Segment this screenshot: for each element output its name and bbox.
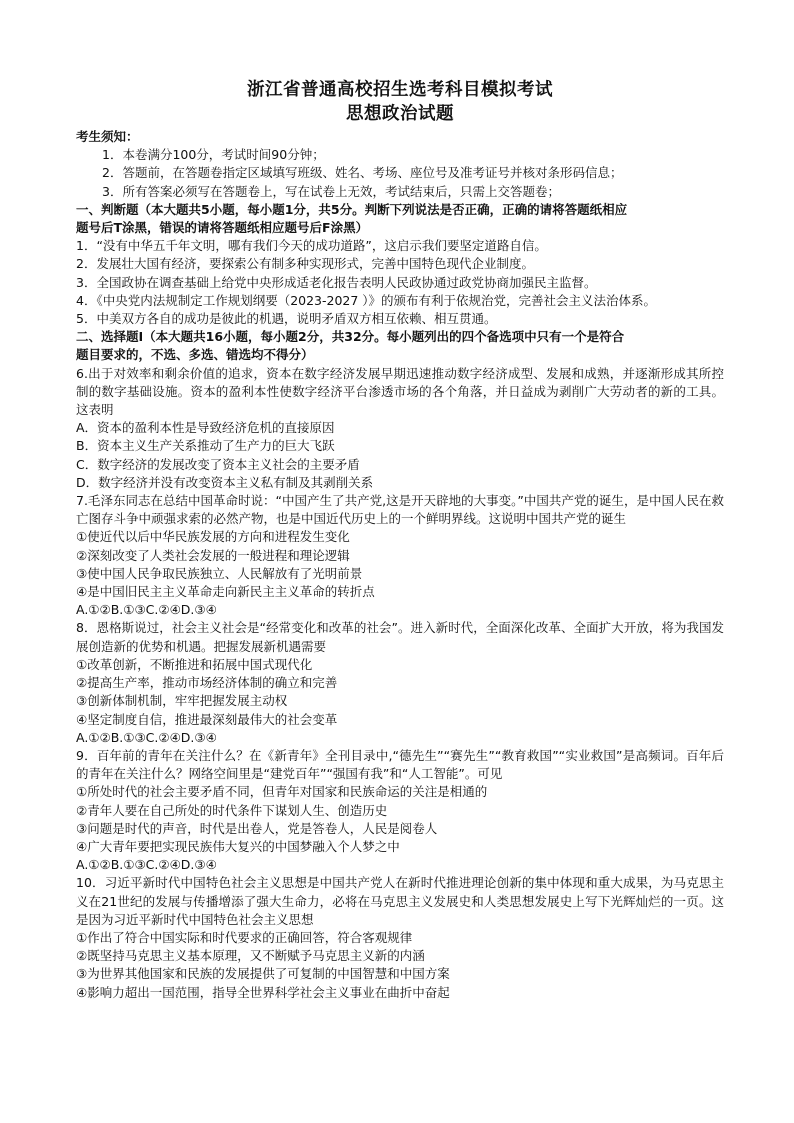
q7-item: ③使中国人民争取民族独立、人民解放有了光明前景: [76, 565, 363, 581]
judge-item-2: 2．发展壮大国有经济，要探索公有制多种实现形式，完善中国特色现代企业制度。: [76, 256, 534, 272]
q8-item: ③创新体制机制，牢牢把握发展主动权: [76, 693, 288, 709]
q9-answers: A.①②B.①③C.②④D.③④: [76, 857, 217, 873]
q7-item: ④是中国旧民主主义革命走向新民主主义革命的转折点: [76, 584, 375, 600]
q6-option-c: C．数字经济的发展改变了资本主义社会的主要矛盾: [76, 456, 360, 472]
notice-heading: 考生须知：: [76, 129, 139, 144]
q10-item: ②既坚持马克思主义基本原理，又不断赋予马克思主义新的内涵: [76, 948, 425, 964]
q10-item: ①作出了符合中国实际和时代要求的正确回答，符合客观规律: [76, 929, 413, 945]
question-6-stem: 6.出于对效率和剩余价值的追求，资本在数字经济发展早期迅速推动数字经济成型、发展和成熟，并逐渐形成其所控制的数字基础设施。资本的盈利本性使数字经济平台渗透市场的各个角落，并日益成为剥削广大劳动者的新的工具。这表明: [76, 365, 724, 418]
exam-subtitle: 思想政治试题: [346, 104, 454, 124]
q9-item: ①所处时代的社会主要矛盾不同，但青年对国家和民族命运的关注是相通的: [76, 784, 488, 800]
q8-item: ④坚定制度自信，推进最深刻最伟大的社会变革: [76, 711, 338, 727]
q10-item: ③为世界其他国家和民族的发展提供了可复制的中国智慧和中国方案: [76, 966, 450, 982]
judge-item-3: 3．全国政协在调查基础上给党中央形成适老化报告表明人民政协通过政党协商加强民主监督。: [76, 274, 597, 290]
q7-item: ①使近代以后中华民族发展的方向和进程发生变化: [76, 529, 350, 545]
q8-item: ①改革创新，不断推进和拓展中国式现代化: [76, 656, 313, 672]
section1-heading-cont: 题号后T涂黑，错误的请将答题纸相应题号后F涂黑）: [76, 220, 369, 236]
q8-answers: A.①②B.①③C.②④D.③④: [76, 729, 217, 745]
q7-answers: A.①②B.①③C.②④D.③④: [76, 602, 217, 618]
notice-item: 3．所有答案必须写在答题卷上，写在试卷上无效，考试结束后，只需上交答题卷；: [102, 183, 560, 199]
section2-heading: 二、选择题Ⅰ（本大题共16小题，每小题2分，共32分。每小题列出的四个备选项中只有一个是符合: [76, 329, 625, 345]
question-10-stem: 10．习近平新时代中国特色社会主义思想是中国共产党人在新时代推进理论创新的集中体现和重大成果，为马克思主义在21世纪的发展与传播增添了强大生命力，必将在马克思主义发展史和人类思想发展史上写下光辉灿烂的一页。这是因为习近平新时代中国特色社会主义思想: [76, 875, 724, 927]
section2-heading-cont: 题目要求的，不选、多选、错选均不得分）: [76, 347, 314, 363]
q8-item: ②提高生产率，推动市场经济体制的确立和完善: [76, 675, 338, 691]
q9-item: ②青年人要在自己所处的时代条件下谋划人生、创造历史: [76, 802, 388, 818]
notice-item: 2．答题前，在答题卷指定区域填写班级、姓名、考场、座位号及准考证号并核对条形码信息；: [102, 165, 623, 181]
notice-item: 1．本卷满分100分，考试时间90分钟；: [102, 147, 325, 163]
judge-item-5: 5．中美双方各自的成功是彼此的机遇，说明矛盾双方相互依赖、相互贯通。: [76, 311, 497, 327]
judge-item-4: 4．《中央党内法规制定工作规划纲要（2023-2027 ）》的颁布有利于依规治党，完善社会主义法治体系。: [76, 292, 657, 308]
q6-option-d: D．数字经济并没有改变资本主义私有制及其剥削关系: [76, 474, 374, 490]
q6-option-a: A．资本的盈利本性是导致经济危机的直接原因: [76, 420, 335, 436]
question-9-stem: 9．百年前的青年在关注什么？在《新青年》全刊目录中,“德先生”“赛先生”“教育救国”“实业救国”是高频词。百年后的青年在关注什么？网络空间里是“建党百年”“强国有我”和“人工智能”。可见: [76, 747, 724, 782]
question-8-stem: 8．恩格斯说过，社会主义社会是“经常变化和改革的社会”。进入新时代，全面深化改革、全面扩大开放，将为我国发展创造新的优势和机遇。把握发展新机遇需要: [76, 620, 724, 654]
question-7-stem: 7.毛泽东同志在总结中国革命时说：“中国产生了共产党,这是开天辟地的大事变。”中国共产党的诞生，是中国人民在救亡图存斗争中顽强求索的必然产物，也是中国近代历史上的一个鲜明界线。这说明中国共产党的诞生: [76, 493, 724, 527]
section1-heading: 一、判断题（本大题共5小题，每小题1分，共5分。判断下列说法是否正确，正确的请将答题纸相应: [76, 201, 628, 217]
q9-item: ④广大青年要把实现民族伟大复兴的中国梦融入个人梦之中: [76, 838, 400, 854]
q6-option-b: B．资本主义生产关系推动了生产力的巨大飞跃: [76, 438, 335, 454]
exam-page: [76, 74, 724, 1002]
judge-item-1: 1．“没有中华五千年文明，哪有我们今天的成功道路”，这启示我们要坚定道路自信。: [76, 238, 547, 254]
q9-item: ③问题是时代的声音，时代是出卷人，党是答卷人，人民是阅卷人: [76, 820, 438, 836]
q7-item: ②深刻改变了人类社会发展的一般进程和理论逻辑: [76, 547, 350, 563]
exam-title: 浙江省普通高校招生选考科目模拟考试: [247, 80, 553, 100]
q10-item: ④影响力超出一国范围，指导全世界科学社会主义事业在曲折中奋起: [76, 984, 450, 1000]
